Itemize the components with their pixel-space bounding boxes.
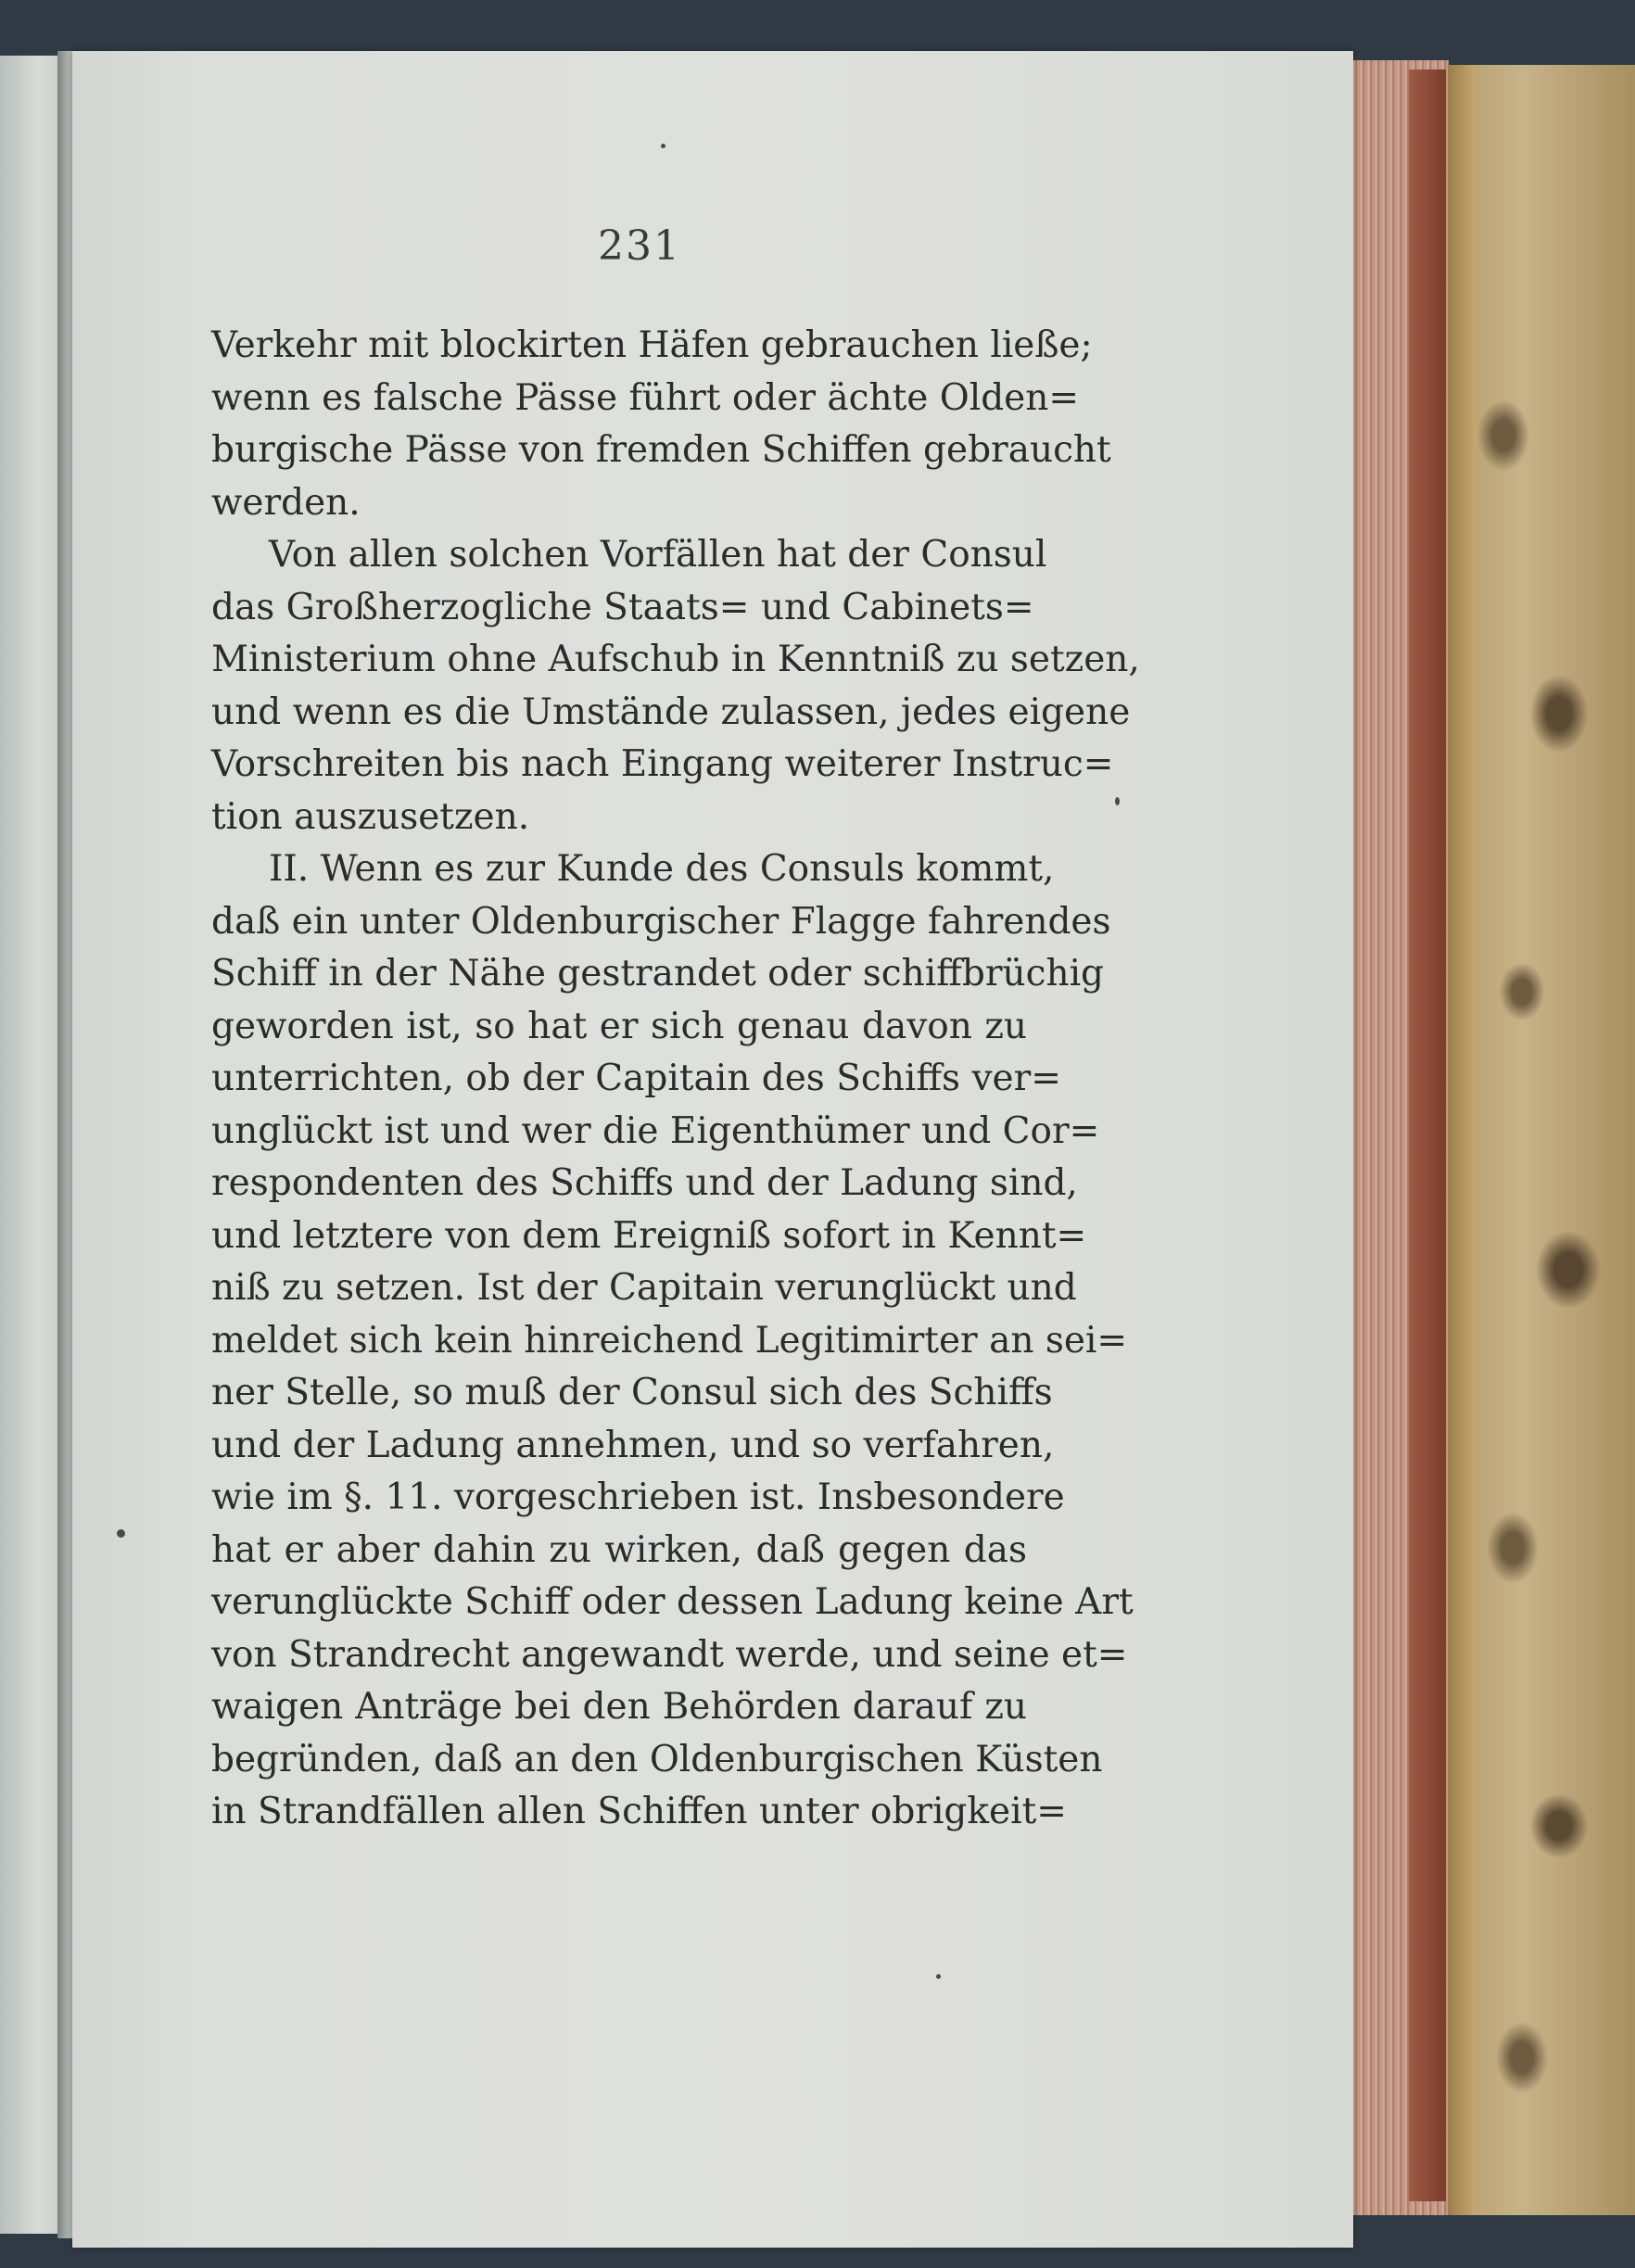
text-line: verunglückte Schiff oder dessen Ladung keine Art [211,1581,1134,1623]
text-line: meldet sich kein hinreichend Legitimirter an sei= [211,1319,1128,1362]
text-line: daß ein unter Oldenburgischer Flagge fahrendes [211,900,1111,943]
text-line: ner Stelle, so muß der Consul sich des Schiffs [211,1372,1053,1413]
page-number: 231 [598,222,681,270]
text-line: werden. [211,481,361,524]
paper-speck [117,1529,125,1538]
text-line: tion auszusetzen. [211,795,530,838]
cover-spine-strip [1448,65,1476,2215]
text-line: Vorschreiten bis nach Eingang weiterer Instruc= [211,743,1114,785]
text-line: und wenn es die Umstände zulassen, jedes eigene [211,691,1131,733]
text-line: in Strandfällen allen Schiffen unter obrigkeit= [211,1791,1067,1832]
text-line: unglückt ist und wer die Eigenthümer und Cor= [211,1109,1100,1152]
text-line: von Strandrecht angewandt werde, und seine et= [211,1633,1128,1676]
text-line: respondenten des Schiffs und der Ladung sind, [211,1162,1078,1204]
paper-speck [1115,797,1120,805]
text-line: wenn es falsche Pässe führt oder ächte Olden= [211,376,1080,419]
text-line: II. Wenn es zur Kunde des Consuls kommt, [269,848,1055,890]
text-line: niß zu setzen. Ist der Capitain verunglückt und [211,1267,1077,1309]
text-line: hat er aber dahin zu wirken, daß gegen das [211,1528,1027,1571]
text-line: begründen, daß an den Oldenburgischen Küsten [211,1738,1103,1780]
text-line: Von allen solchen Vorfällen hat der Consul [269,534,1047,576]
paper-speck [936,1974,941,1979]
text-line: geworden ist, so hat er sich genau davon zu [211,1005,1027,1047]
text-line: und der Ladung annehmen, und so verfahren, [211,1424,1055,1466]
text-line: wie im §. 11. vorgeschrieben ist. Insbesondere [211,1476,1065,1518]
red-page-edge [1409,70,1446,2201]
body-text [211,320,1140,1839]
paper-speck [661,144,665,148]
text-line: und letztere von dem Ereigniß sofort in Kennt= [211,1214,1087,1257]
text-line: unterrichten, ob der Capitain des Schiffs ver= [211,1058,1061,1099]
text-line: burgische Pässe von fremden Schiffen gebraucht [211,429,1111,471]
text-line: Ministerium ohne Aufschub in Kenntniß zu setzen, [211,639,1140,680]
text-line: das Großherzogliche Staats= und Cabinets= [211,586,1034,628]
text-line: Verkehr mit blockirten Häfen gebrauchen ließe; [211,324,1093,366]
left-page-edge [0,56,65,2234]
text-line: Schiff in der Nähe gestrandet oder schiffbrüchig [211,953,1105,995]
marbled-cover [1448,65,1635,2215]
text-line: waigen Anträge bei den Behörden darauf zu [211,1686,1027,1728]
